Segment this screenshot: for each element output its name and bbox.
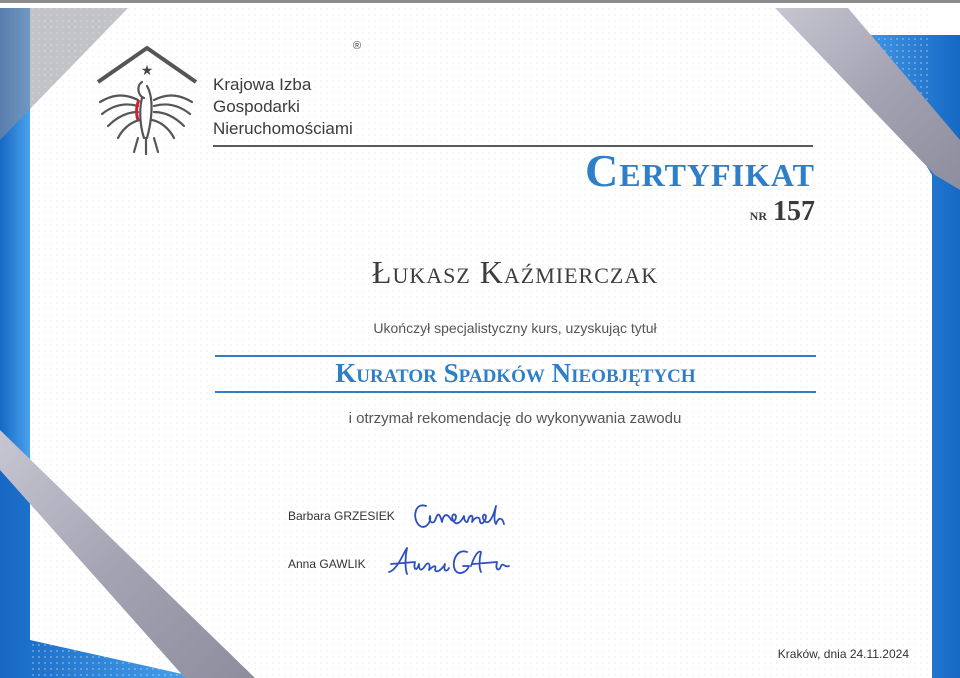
organization-line-2: Gospodarki (213, 97, 300, 116)
course-statement: Ukończył specjalistyczny kurs, uzyskując tytuł (373, 320, 657, 336)
title-rule-top (215, 355, 816, 357)
registered-mark: ® (353, 40, 362, 52)
signatory-name-2: Anna GAWLIK (288, 557, 366, 571)
recipient-name: Łukasz Kaźmierczak (371, 254, 659, 290)
certificate-number-value: 157 (773, 196, 815, 227)
certificate-number-label: nr (749, 205, 767, 224)
place-and-date: Kraków, dnia 24.11.2024 (777, 647, 909, 661)
signature-1 (410, 492, 510, 534)
top-edge (0, 0, 960, 3)
eagle-house-logo (92, 40, 202, 160)
organization-name (213, 74, 353, 140)
organization-line-1: Krajowa Izba (213, 75, 312, 94)
signatory-name-1: Barbara GRZESIEK (288, 509, 395, 523)
recommendation-statement: i otrzymał rekomendację do wykonywania zawodu (348, 410, 682, 427)
awarded-title: Kurator Spadków Nieobjętych (335, 358, 696, 388)
title-rule-bottom (215, 391, 816, 393)
certificate-title: Certyfikat (585, 145, 815, 196)
organization-line-3: Nieruchomościami (213, 119, 353, 138)
certificate-number (750, 196, 815, 228)
signature-2 (385, 540, 515, 582)
svg-text:★: ★ (140, 63, 154, 79)
